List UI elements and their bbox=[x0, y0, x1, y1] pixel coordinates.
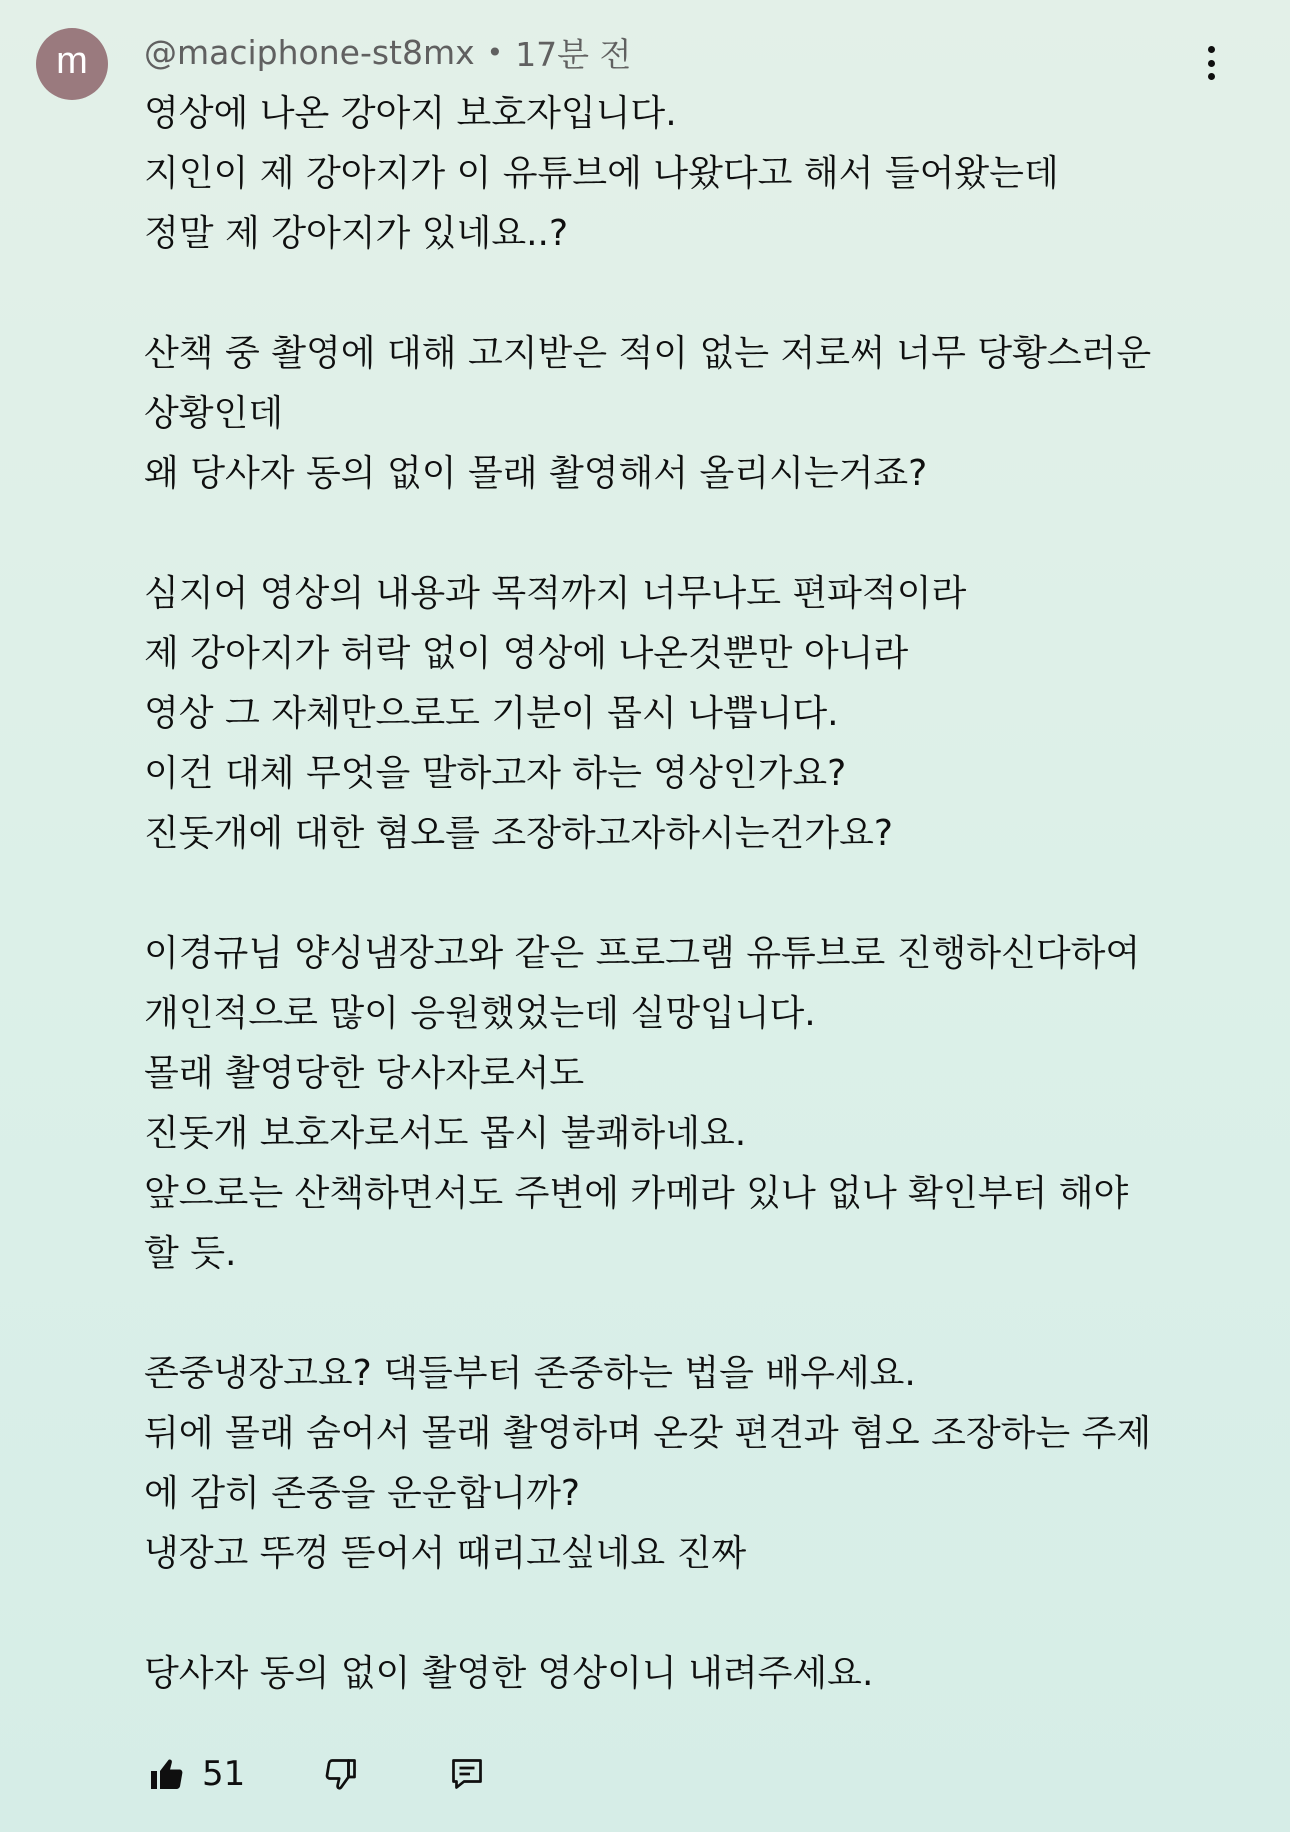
comment-text-line: 심지어 영상의 내용과 목적까지 너무나도 편파적이라 bbox=[144, 573, 967, 614]
avatar-letter: m bbox=[56, 40, 88, 82]
comment-text-line: 왜 당사자 동의 없이 몰래 촬영해서 올리시는거죠? bbox=[144, 453, 928, 494]
comment-text-line: 할 듯. bbox=[144, 1233, 237, 1274]
avatar[interactable] bbox=[36, 28, 108, 100]
dislike-button[interactable] bbox=[323, 1756, 359, 1792]
author-handle[interactable]: @maciphone-st8mx bbox=[144, 32, 475, 72]
comment-text-line: 산책 중 촬영에 대해 고지받은 적이 없는 저로써 너무 당황스러운 bbox=[144, 333, 1152, 374]
comment-text-line: 이경규님 양싱냄장고와 같은 프로그램 유튜브로 진행하신다하여 bbox=[144, 933, 1141, 974]
comment-text-line: 영상 그 자체만으로도 기분이 몹시 나쁩니다. bbox=[144, 693, 839, 734]
comment-text-line: 에 감히 존중을 운운합니까? bbox=[144, 1473, 580, 1514]
thumbs-up-filled-icon bbox=[148, 1756, 184, 1792]
comment-action-bar bbox=[148, 1750, 485, 1798]
comment-text-line: 정말 제 강아지가 있네요..? bbox=[144, 213, 569, 254]
more-options-button[interactable] bbox=[1196, 36, 1226, 90]
comment-blank-line bbox=[144, 1584, 1204, 1644]
comment-text-line: 냉장고 뚜껑 뜯어서 때리고싶네요 진짜 bbox=[144, 1533, 747, 1574]
comment-text-line: 진돗개에 대한 혐오를 조장하고자하시는건가요? bbox=[144, 813, 893, 854]
comment-text-line: 당사자 동의 없이 촬영한 영상이니 내려주세요. bbox=[144, 1653, 874, 1694]
comment-text-line: 개인적으로 많이 응원했었는데 실망입니다. bbox=[144, 993, 816, 1034]
comment-text-line: 상황인데 bbox=[144, 393, 284, 434]
comment-header bbox=[144, 30, 631, 74]
comment-blank-line bbox=[144, 264, 1204, 324]
more-vertical-icon-dot bbox=[1208, 73, 1215, 80]
more-vertical-icon-dot bbox=[1208, 46, 1215, 53]
comment-timestamp[interactable]: 17분 전 bbox=[515, 34, 632, 74]
comment-text-line: 뒤에 몰래 숨어서 몰래 촬영하며 온갖 편견과 혐오 조장하는 주제 bbox=[144, 1413, 1152, 1454]
like-button[interactable] bbox=[148, 1754, 245, 1794]
comment-blank-line bbox=[144, 504, 1204, 564]
comment-text-line: 진돗개 보호자로서도 몹시 불쾌하네요. bbox=[144, 1113, 747, 1154]
more-vertical-icon-dot bbox=[1208, 60, 1215, 67]
comment-text-line: 제 강아지가 허락 없이 영상에 나온것뿐만 아니라 bbox=[144, 633, 909, 674]
comment-blank-line bbox=[144, 1284, 1204, 1344]
reply-comment-icon bbox=[449, 1756, 485, 1792]
reply-button[interactable] bbox=[449, 1756, 485, 1792]
comment-blank-line bbox=[144, 864, 1204, 924]
like-count: 51 bbox=[202, 1754, 246, 1794]
comment-text-line: 존중냉장고요? 댁들부터 존중하는 법을 배우세요. bbox=[144, 1353, 916, 1394]
comment-text-line: 이건 대체 무엇을 말하고자 하는 영상인가요? bbox=[144, 753, 847, 794]
comment-text-line: 몰래 촬영당한 당사자로서도 bbox=[144, 1053, 585, 1094]
comment-text-line: 앞으로는 산책하면서도 주변에 카메라 있나 없나 확인부터 해야 bbox=[144, 1173, 1129, 1214]
meta-separator: • bbox=[486, 35, 504, 69]
comment-text bbox=[144, 84, 1204, 1704]
comment-text-line: 지인이 제 강아지가 이 유튜브에 나왔다고 해서 들어왔는데 bbox=[144, 153, 1059, 194]
comment-text-line: 영상에 나온 강아지 보호자입니다. bbox=[144, 93, 677, 134]
thumbs-down-icon bbox=[323, 1756, 359, 1792]
